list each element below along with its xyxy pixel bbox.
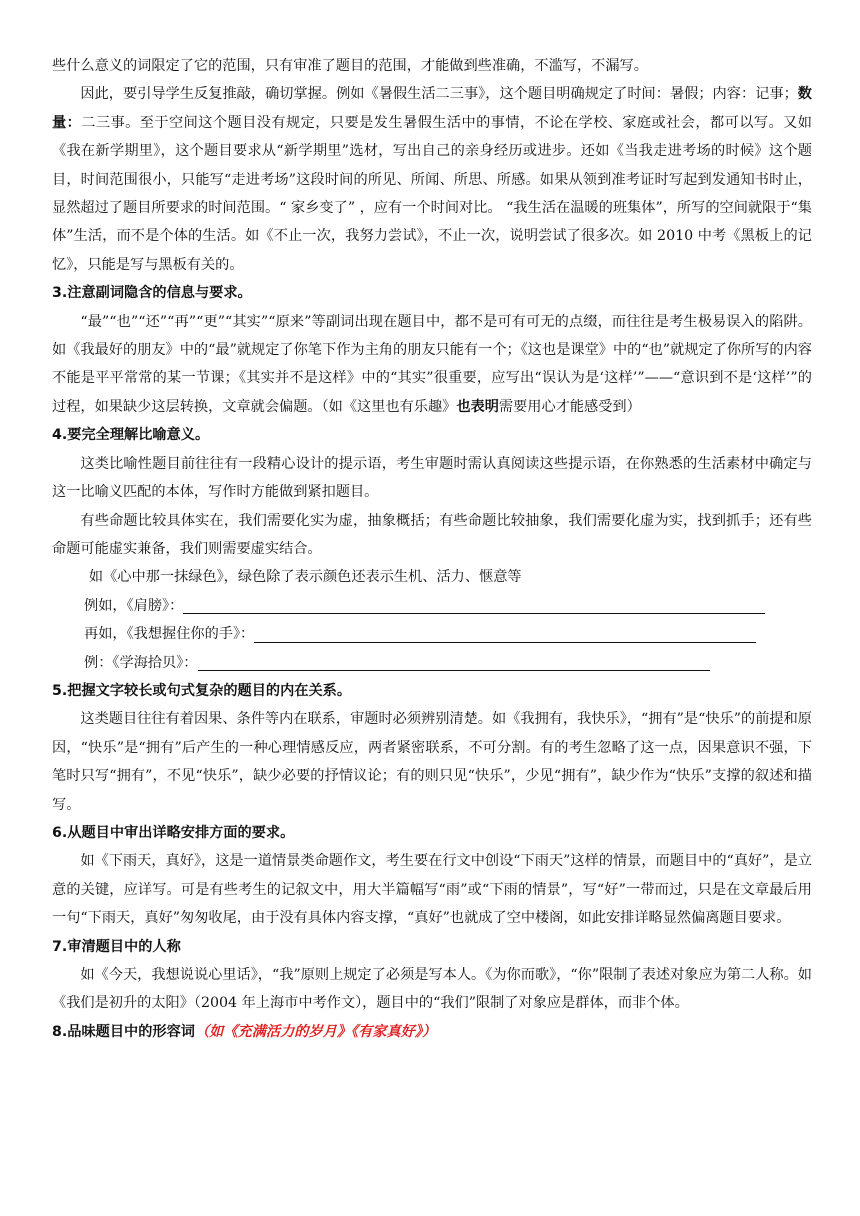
section-heading-4: 4.要完全理解比喻意义。 [52,427,210,444]
fill-in-blank-line[interactable] [183,595,765,614]
fill-in-label: 再如，《我想握住你的手》： [84,626,255,643]
paragraph-adverbs: “最”“也”“还”“再”“更”“其实”“原来”等副词出现在题目中，都不是可有可无的点缀，而往往是考生极易误入的陷阱。如《我最好的朋友》中的“最”就规定了你笔下作为主角的朋友只能有一个；《这也是课堂》中的“也”就规定了你所写的内容不能是平平常常的某一节课；《其实并不是这样》中的“其实”很重要，应写出“误认为是‘这样’”——“意识到不是‘这样’”的过程，如果缺少这层转换，文章就会偏题。（如《这里也有乐趣》也表明需要用心才能感受到） [52,313,812,415]
fill-in-label: 例如，《肩膀》： [84,597,184,614]
fill-in-blank-line[interactable] [198,652,710,671]
fill-in-row-hand [52,620,812,648]
section-heading-6: 6.从题目中审出详略安排方面的要求。 [52,824,295,841]
section-heading-3: 3.注意副词隐含的信息与要求。 [52,285,252,302]
fill-in-label: 例：《学海拾贝》： [84,654,198,671]
paragraph-scope-examples: 因此，要引导学生反复推敲，确切掌握。例如《暑假生活二三事》，这个题目明确规定了时间：暑假；内容：记事；数量：二三事。至于空间这个题目没有规定，只要是发生暑假生活中的事情，不论在学校、家庭或社会，都可以写。又如《我在新学期里》，这个题目要求从“新学期里”选材，写出自己的亲身经历或进步。还如《当我走进考场的时候》这个题目，时间范围很小，只能写“走进考场”这段时间的所见、所闻、所思、所感。如果从领到准考证时写起到发通知书时止，显然超过了题目所要求的时间范围。“ 家乡变了” ，应有一个时间对比。 “我生活在温暖的班集体”，所写的空间就限于“集体”生活，而不是个体的生活。如《不止一次，我努力尝试》，不止一次，说明尝试了很多次。如 2010 中考《黑板上的记忆》，只能是写与黑板有关的。 [52,86,812,273]
section-heading-8: 8.品味题目中的形容词（如《充满活力的岁月》《有家真好》） [52,1023,437,1040]
paragraph-metaphor-example: 如《心中那一抹绿色》，绿色除了表示颜色还表示生机、活力、惬意等 [88,569,522,586]
fill-in-row-shell [52,649,812,677]
paragraph-person: 如《今天，我想说说心里话》，“我”原则上规定了必须是写本人。《为你而歌》，“你”限制了表述对象应为第二人称。如《我们是初升的太阳》（2004 年上海市中考作文），题目中的“我们”限制了对象应是群体，而非个体。 [52,967,812,1012]
red-example-note: （如《充满活力的岁月》《有家真好》） [194,1023,437,1040]
paragraph-detail-arrangement: 如《下雨天，真好》，这是一道情景类命题作文，考生要在行文中创设“下雨天”这样的情景，而题目中的“真好”，是立意的关键，应详写。可是有些考生的记叙文中，用大半篇幅写“雨”或“下雨的情景”，写“好”一带而过，只是在文章最后用一句“下雨天，真好”匆匆收尾，由于没有具体内容支撑，“真好”也就成了空中楼阁，如此安排详略显然偏离题目要求。 [52,853,812,927]
document-page [52,52,812,1046]
paragraph-relations: 这类题目往往有着因果、条件等内在联系，审题时必须辨别清楚。如《我拥有，我快乐》，“拥有”是“快乐”的前提和原因，“快乐”是“拥有”后产生的一种心理情感反应，两者紧密联系，不可分割。有的考生忽略了这一点，因果意识不强，下笔时只写“拥有”，不见“快乐”，缺少必要的抒情议论；有的则只见“快乐”，少见“拥有”，缺少作为“快乐”支撑的叙述和描写。 [52,711,812,813]
bold-quantity-label: 数量： [52,86,812,131]
fill-in-row-shoulder [52,592,812,620]
paragraph-scope-intro: 些什么意义的词限定了它的范围，只有审准了题目的范围，才能做到些准确，不滥写，不漏写。 [52,58,648,74]
section-heading-7: 7.审清题目中的人称 [52,938,181,955]
paragraph-metaphor-2: 有些命题比较具体实在，我们需要化实为虚，抽象概括；有些命题比较抽象，我们需要化虚为实，找到抓手；还有些命题可能虚实兼备，我们则需要虚实结合。 [52,512,812,557]
paragraph-metaphor-1: 这类比喻性题目前往往有一段精心设计的提示语，考生审题时需认真阅读这些提示语，在你熟悉的生活素材中确定与这一比喻义匹配的本体，写作时方能做到紧扣题目。 [52,455,812,501]
bold-also-shows: 也表明 [456,398,499,415]
section-heading-5: 5.把握文字较长或句式复杂的题目的内在关系。 [52,682,352,699]
fill-in-blank-line[interactable] [254,624,756,643]
